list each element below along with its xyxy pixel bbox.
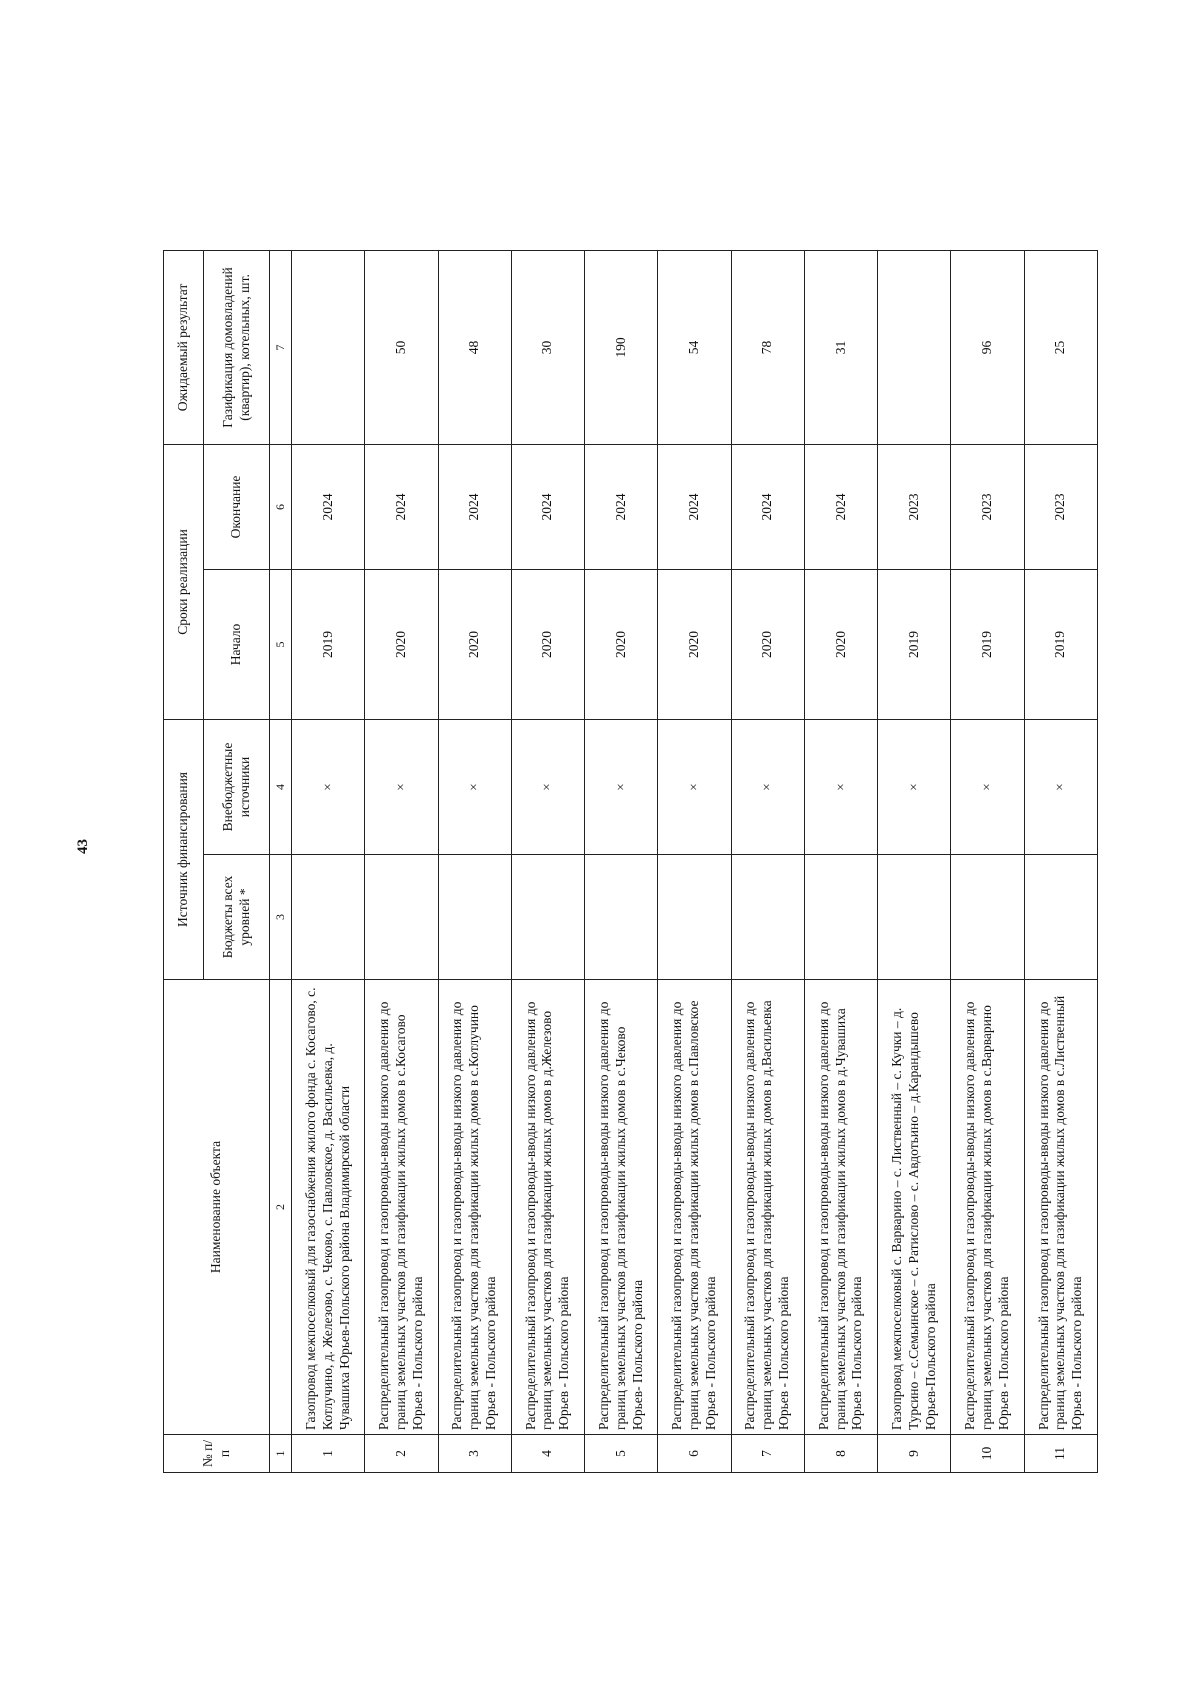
row-budgets-cell — [438, 855, 511, 980]
table-row — [731, 250, 804, 1472]
row-result-cell: 25 — [1024, 250, 1097, 444]
row-extra-budget-cell: × — [585, 719, 658, 854]
row-start-cell: 2020 — [585, 569, 658, 719]
row-result-cell — [878, 250, 951, 444]
row-budgets-cell — [731, 855, 804, 980]
row-budgets-cell — [878, 855, 951, 980]
row-name-cell: Распределительный газопровод и газопроводы-вводы низкого давления до границ земельных участков для газификации жилых домов в д.Васильевка Юрьев - Польского района — [731, 980, 804, 1435]
row-budgets-cell — [804, 855, 877, 980]
header-end: Окончание — [204, 444, 270, 569]
row-name-cell: Газопровод межпоселковый для газоснабжения жилого фонда с. Косагово, с. Котлучино, д. Железово, с. Чеково, с. Павловское, д. Васильевка, д. Чувашиха Юрьев-Польского района Владимирской области — [292, 980, 365, 1435]
row-extra-budget-cell: × — [365, 719, 438, 854]
row-end-cell: 2024 — [438, 444, 511, 569]
row-start-cell: 2019 — [951, 569, 1024, 719]
table-body — [292, 250, 1098, 1472]
row-result-cell: 54 — [658, 250, 731, 444]
row-num-cell: 11 — [1024, 1435, 1097, 1473]
row-end-cell: 2024 — [365, 444, 438, 569]
row-num-cell: 6 — [658, 1435, 731, 1473]
header-num: № п/п — [164, 1435, 270, 1473]
column-index-cell: 4 — [270, 719, 292, 854]
row-end-cell: 2024 — [804, 444, 877, 569]
objects-table — [163, 250, 1098, 1473]
table-row — [511, 250, 584, 1472]
row-extra-budget-cell: × — [731, 719, 804, 854]
row-end-cell: 2024 — [658, 444, 731, 569]
row-extra-budget-cell: × — [951, 719, 1024, 854]
row-end-cell: 2023 — [878, 444, 951, 569]
row-start-cell: 2020 — [804, 569, 877, 719]
row-end-cell: 2023 — [951, 444, 1024, 569]
row-num-cell: 7 — [731, 1435, 804, 1473]
column-index-cell: 7 — [270, 250, 292, 444]
table-row — [878, 250, 951, 1472]
row-end-cell: 2024 — [511, 444, 584, 569]
column-index-cell: 3 — [270, 855, 292, 980]
row-name-cell: Распределительный газопровод и газопроводы-вводы низкого давления до границ земельных участков для газификации жилых домов в с.Котлучино Юрьев - Польского района — [438, 980, 511, 1435]
row-num-cell: 2 — [365, 1435, 438, 1473]
row-num-cell: 3 — [438, 1435, 511, 1473]
column-index-cell: 5 — [270, 569, 292, 719]
row-result-cell — [292, 250, 365, 444]
row-extra-budget-cell: × — [1024, 719, 1097, 854]
row-start-cell: 2019 — [1024, 569, 1097, 719]
row-start-cell: 2020 — [731, 569, 804, 719]
row-num-cell: 1 — [292, 1435, 365, 1473]
row-name-cell: Распределительный газопровод и газопроводы-вводы низкого давления до границ земельных участков для газификации жилых домов в с.Лиственный Юрьев - Польского района — [1024, 980, 1097, 1435]
row-extra-budget-cell: × — [292, 719, 365, 854]
table-row — [292, 250, 365, 1472]
column-index-cell: 1 — [270, 1435, 292, 1473]
table-row — [951, 250, 1024, 1472]
column-index-cell: 6 — [270, 444, 292, 569]
row-start-cell: 2020 — [365, 569, 438, 719]
header-financing: Источник финансирования — [164, 719, 204, 979]
row-result-cell: 190 — [585, 250, 658, 444]
header-row-top — [164, 250, 204, 1472]
row-num-cell: 8 — [804, 1435, 877, 1473]
column-index-row — [270, 250, 292, 1472]
row-budgets-cell — [658, 855, 731, 980]
row-start-cell: 2019 — [878, 569, 951, 719]
row-extra-budget-cell: × — [804, 719, 877, 854]
row-name-cell: Распределительный газопровод и газопроводы-вводы низкого давления до границ земельных участков для газификации жилых домов в с.Павловское Юрьев - Польского района — [658, 980, 731, 1435]
table-row — [438, 250, 511, 1472]
column-index-cell: 2 — [270, 980, 292, 1435]
table-row — [1024, 250, 1097, 1472]
header-extra-budget: Внебюджетные источники — [204, 719, 270, 854]
header-start: Начало — [204, 569, 270, 719]
row-name-cell: Распределительный газопровод и газопроводы-вводы низкого давления до границ земельных участков для газификации жилых домов в д.Железово Юрьев - Польского района — [511, 980, 584, 1435]
row-num-cell: 9 — [878, 1435, 951, 1473]
row-end-cell: 2024 — [585, 444, 658, 569]
row-start-cell: 2020 — [658, 569, 731, 719]
header-terms: Сроки реализации — [164, 444, 204, 719]
row-budgets-cell — [511, 855, 584, 980]
row-end-cell: 2024 — [731, 444, 804, 569]
row-result-cell: 50 — [365, 250, 438, 444]
row-budgets-cell — [1024, 855, 1097, 980]
page-number: 43 — [75, 839, 91, 854]
row-num-cell: 4 — [511, 1435, 584, 1473]
row-extra-budget-cell: × — [878, 719, 951, 854]
row-extra-budget-cell: × — [658, 719, 731, 854]
table-row — [365, 250, 438, 1472]
row-start-cell: 2020 — [511, 569, 584, 719]
header-name: Наименование объекта — [164, 980, 270, 1435]
header-budgets: Бюджеты всех уровней * — [204, 855, 270, 980]
row-budgets-cell — [292, 855, 365, 980]
table-row — [804, 250, 877, 1472]
row-result-cell: 96 — [951, 250, 1024, 444]
row-name-cell: Распределительный газопровод и газопроводы-вводы низкого давления до границ земельных участков для газификации жилых домов в с.Чеково Юрьев- Польского района — [585, 980, 658, 1435]
row-result-cell: 30 — [511, 250, 584, 444]
row-result-cell: 31 — [804, 250, 877, 444]
row-result-cell: 48 — [438, 250, 511, 444]
row-budgets-cell — [365, 855, 438, 980]
row-result-cell: 78 — [731, 250, 804, 444]
row-end-cell: 2023 — [1024, 444, 1097, 569]
header-gasification: Газификация домовладений (квартир), котельных, шт. — [204, 250, 270, 444]
row-extra-budget-cell: × — [438, 719, 511, 854]
row-start-cell: 2020 — [438, 569, 511, 719]
row-num-cell: 5 — [585, 1435, 658, 1473]
row-start-cell: 2019 — [292, 569, 365, 719]
table-row — [658, 250, 731, 1472]
row-end-cell: 2024 — [292, 444, 365, 569]
row-name-cell: Распределительный газопровод и газопроводы-вводы низкого давления до границ земельных участков для газификации жилых домов в с.Варварино Юрьев - Польского района — [951, 980, 1024, 1435]
row-name-cell: Распределительный газопровод и газопроводы-вводы низкого давления до границ земельных участков для газификации жилых домов в д.Чувашиха Юрьев - Польского района — [804, 980, 877, 1435]
row-name-cell: Распределительный газопровод и газопроводы-вводы низкого давления до границ земельных участков для газификации жилых домов в с.Косагово Юрьев - Польского района — [365, 980, 438, 1435]
header-expected: Ожидаемый результат — [164, 250, 204, 444]
row-budgets-cell — [585, 855, 658, 980]
rotated-table-container — [163, 251, 1098, 1473]
row-num-cell: 10 — [951, 1435, 1024, 1473]
row-budgets-cell — [951, 855, 1024, 980]
row-extra-budget-cell: × — [511, 719, 584, 854]
table-row — [585, 250, 658, 1472]
row-name-cell: Газопровод межпоселковый с. Варварино – с. Лиственный – с. Кучки – д. Турсино – с.Семьинское – с. Ратислово – с. Авдотьино – д.Карандышево Юрьев-Польского района — [878, 980, 951, 1435]
